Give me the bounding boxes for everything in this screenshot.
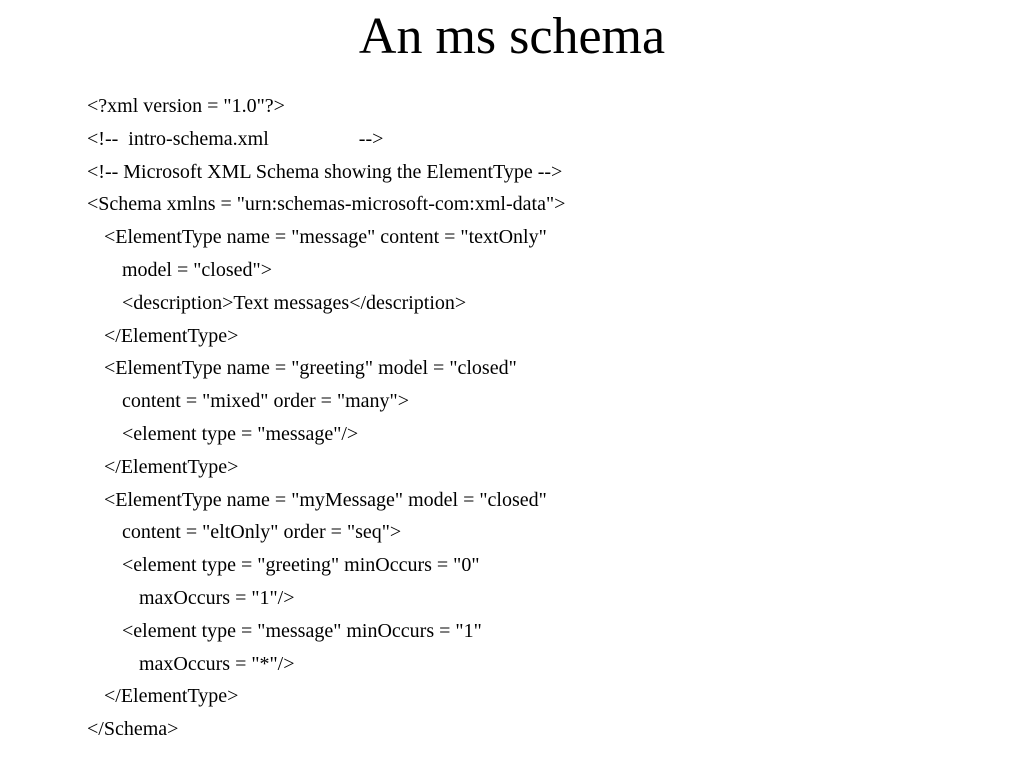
code-line: </ElementType> bbox=[104, 455, 239, 478]
code-line: maxOccurs = "1"/> bbox=[139, 586, 295, 609]
code-line: <?xml version = "1.0"?> bbox=[87, 95, 285, 117]
code-line: <element type = "greeting" minOccurs = "0" bbox=[122, 554, 480, 577]
code-line: </Schema> bbox=[87, 718, 179, 741]
slide-title: An ms schema bbox=[358, 8, 666, 65]
code-line: content = "eltOnly" order = "seq"> bbox=[122, 521, 402, 544]
code-line: </ElementType> bbox=[104, 685, 239, 708]
code-line: <description>Text messages</description> bbox=[122, 291, 467, 314]
code-listing bbox=[87, 90, 1007, 746]
code-line: maxOccurs = "*"/> bbox=[139, 652, 295, 675]
code-line: <!-- intro-schema.xml --> bbox=[87, 127, 384, 150]
code-line: <Schema xmlns = "urn:schemas-microsoft-com:xml-data"> bbox=[87, 193, 566, 216]
code-line: <ElementType name = "greeting" model = "closed" bbox=[104, 357, 517, 380]
code-line: model = "closed"> bbox=[122, 258, 272, 281]
code-line: content = "mixed" order = "many"> bbox=[122, 390, 409, 413]
code-line: <ElementType name = "myMessage" model = "closed" bbox=[104, 488, 547, 511]
code-line: <element type = "message" minOccurs = "1" bbox=[122, 619, 482, 642]
code-line: <!-- Microsoft XML Schema showing the ElementType --> bbox=[87, 160, 563, 183]
code-line: <ElementType name = "message" content = "textOnly" bbox=[104, 226, 547, 249]
code-line: <element type = "message"/> bbox=[122, 422, 359, 445]
code-line: </ElementType> bbox=[104, 324, 239, 347]
